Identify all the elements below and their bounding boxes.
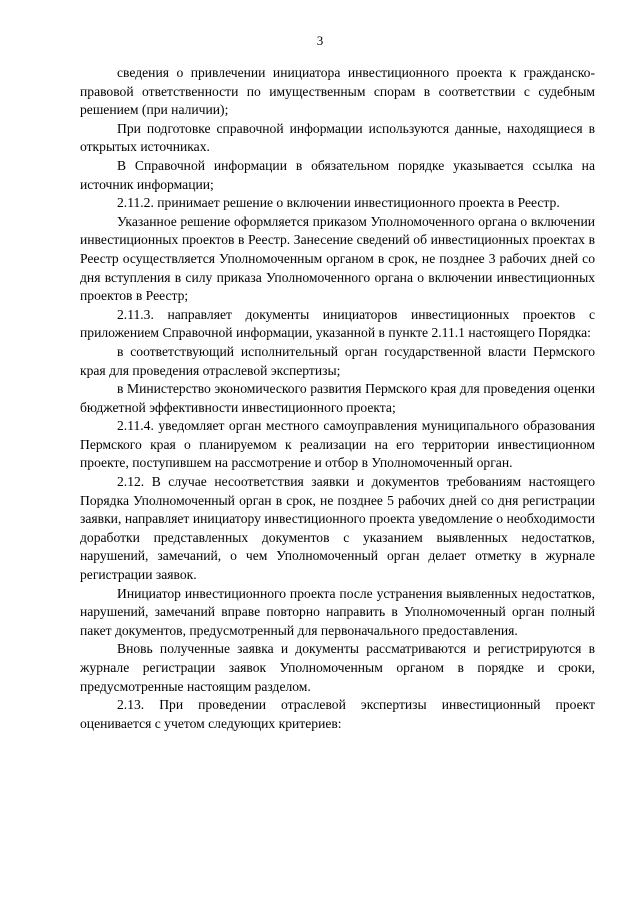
paragraph-2-11-3: 2.11.3. направляет документы инициаторов инвестиционных проектов с приложением Справочной информации, указанной в пункте 2.11.1 настоящего Порядка: [80,306,595,341]
paragraph-executive-body: в соответствующий исполнительный орган государственной власти Пермского края для проведения отраслевой экспертизы; [80,343,595,378]
paragraph-ministry: в Министерство экономического развития Пермского края для проведения оценки бюджетной эффективности инвестиционного проекта; [80,381,595,415]
document-body [80,64,595,733]
paragraph-source-link: В Справочной информации в обязательном порядке указывается ссылка на источник информации; [80,157,595,192]
paragraph-resubmission: Инициатор инвестиционного проекта после устранения выявленных недостатков, нарушений, замечаний вправе повторно направить в Уполномоченный орган полный пакет документов, предусмотренный для первоначального предоставления. [80,585,595,638]
paragraph-2-12: 2.12. В случае несоответствия заявки и документов требованиям настоящего Порядка Уполномоченный орган в срок, не позднее 5 рабочих дней со дня регистрации заявки, направляет инициатору инвестиционного проекта уведомление о необходимости доработки представленных документов с указанием выявленных недостатков, нарушений, замечаний, о чем Уполномоченный орган делает отметку в журнале регистрации заявок. [80,474,595,583]
paragraph-details-liability: сведения о привлечении инициатора инвестиционного проекта к гражданско-правовой ответственности по имущественным спорам в соответствии с судебным решением (при наличии); [80,65,595,118]
page-number: 3 [316,33,324,48]
paragraph-2-13: 2.13. При проведении отраслевой экспертизы инвестиционный проект оценивается с учетом следующих критериев: [80,697,595,731]
paragraph-2-11-4: 2.11.4. уведомляет орган местного самоуправления муниципального образования Пермского края о планируемом к реализации на его территории инвестиционном проекте, поступившем на рассмотрение и отбор в Уполномоченный орган. [80,418,595,471]
paragraph-reconsideration: Вновь полученные заявка и документы рассматриваются и регистрируются в журнале регистрации заявок Уполномоченным органом в порядке и сроки, предусмотренные настоящим разделом. [80,641,595,694]
paragraph-decision-order: Указанное решение оформляется приказом Уполномоченного органа о включении инвестиционных проектов в Реестр. Занесение сведений об инвестиционных проектах в Реестр осуществляется Уполномоченным органом в срок, не позднее 3 рабочих дней со дня вступления в силу приказа Уполномоченного органа о включении инвестиционных проектов в Реестр; [80,213,595,304]
paragraph-2-11-2: 2.11.2. принимает решение о включении инвестиционного проекта в Реестр. [117,195,560,211]
paragraph-open-sources: При подготовке справочной информации используются данные, находящиеся в открытых источниках. [80,120,595,155]
